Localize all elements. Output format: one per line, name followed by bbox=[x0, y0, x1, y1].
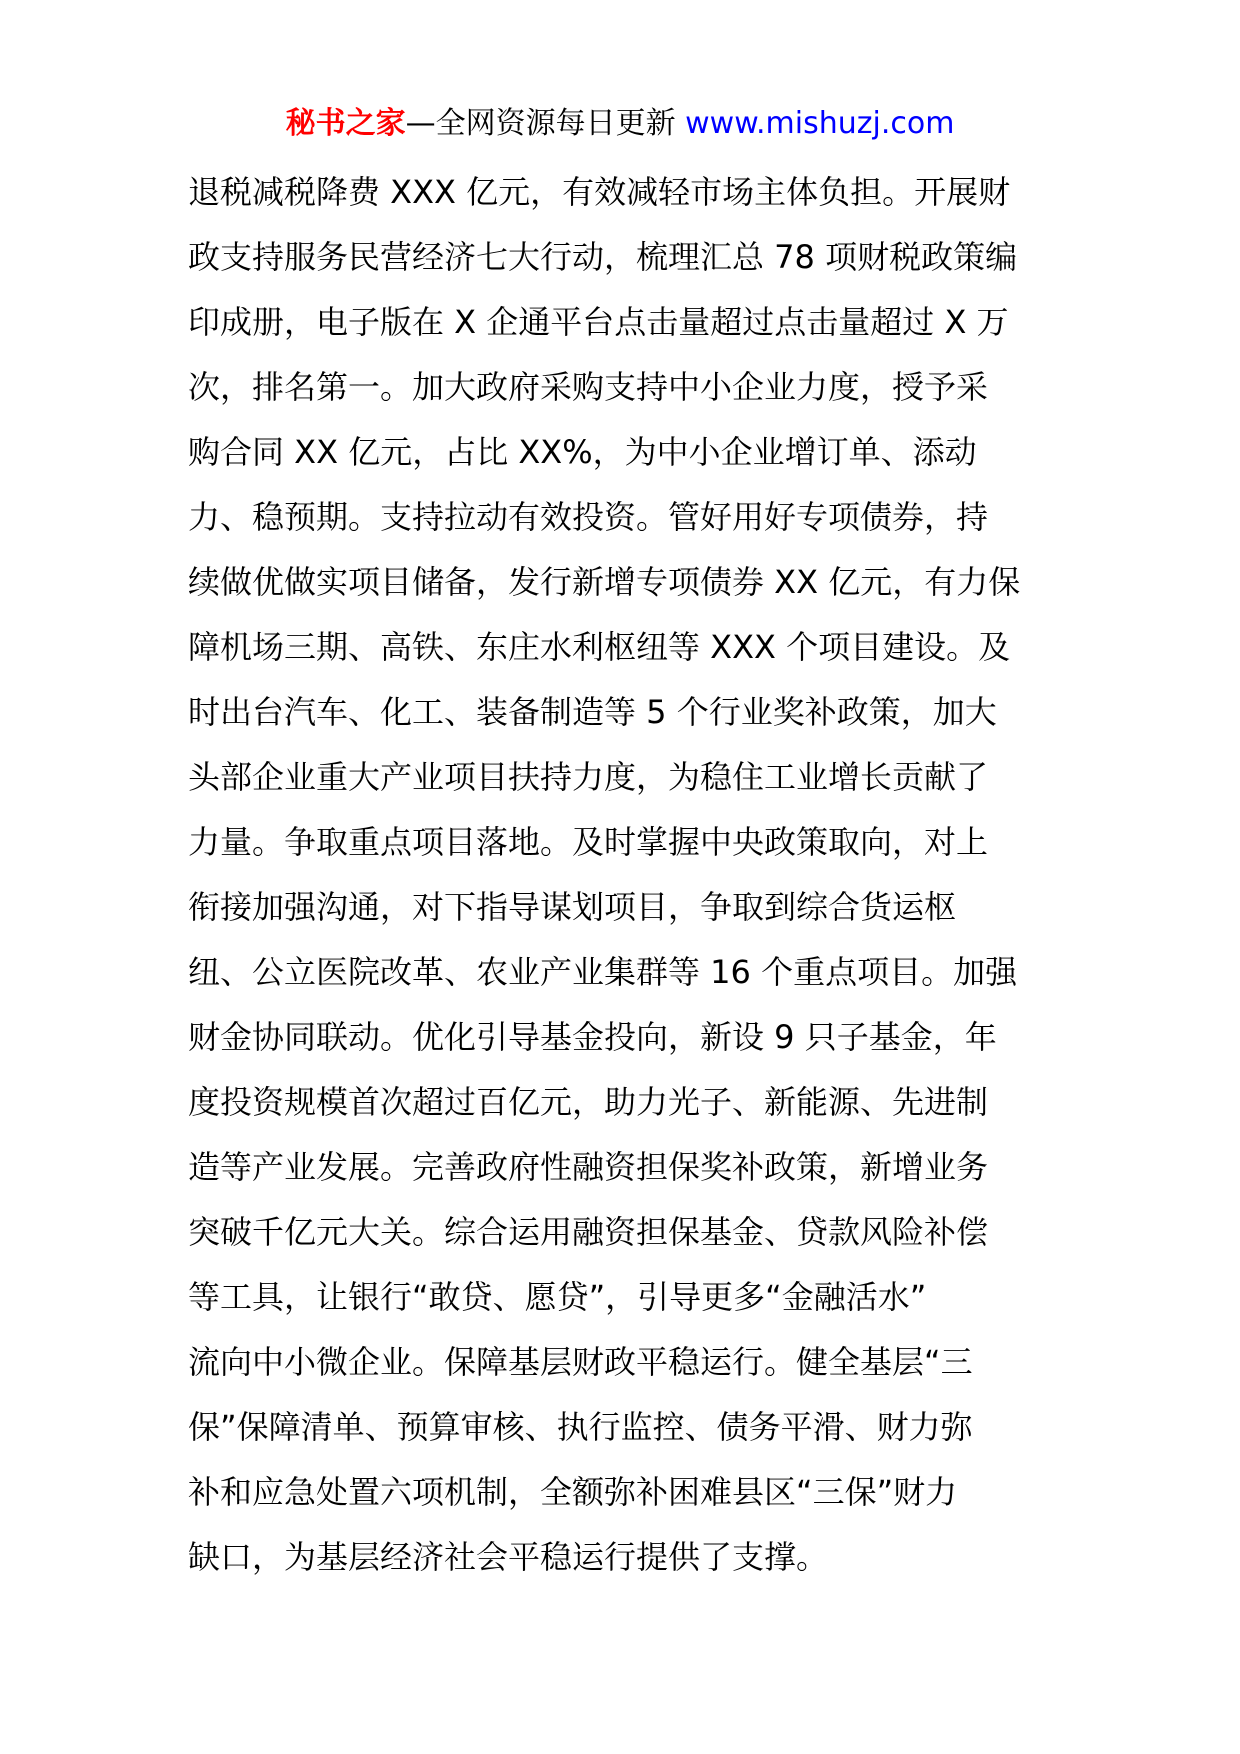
site-brand: 秘书之家 bbox=[285, 106, 406, 141]
body-line: 头部企业重大产业项目扶持力度，为稳住工业增长贡献了 bbox=[188, 758, 989, 796]
body-line: 财金协同联动。优化引导基金投向，新设 9 只子基金，年 bbox=[188, 1018, 997, 1056]
body-line: 续做优做实项目储备，发行新增专项债券 XX 亿元，有力保 bbox=[188, 563, 1021, 601]
body-line: 缺口，为基层经济社会平稳运行提供了支撑。 bbox=[188, 1538, 829, 1576]
body-line: 补和应急处置六项机制，全额弥补困难县区“三保”财力 bbox=[188, 1473, 958, 1511]
body-line: 保”保障清单、预算审核、执行监控、债务平滑、财力弥 bbox=[188, 1408, 973, 1446]
body-line: 政支持服务民营经济七大行动，梳理汇总 78 项财税政策编 bbox=[188, 238, 1018, 276]
body-line: 障机场三期、高铁、东庄水利枢纽等 XXX 个项目建设。及 bbox=[188, 628, 1011, 666]
body-line: 度投资规模首次超过百亿元，助力光子、新能源、先进制 bbox=[188, 1083, 989, 1121]
body-line: 纽、公立医院改革、农业产业集群等 16 个重点项目。加强 bbox=[188, 953, 1018, 991]
body-line: 突破千亿元大关。综合运用融资担保基金、贷款风险补偿 bbox=[188, 1213, 989, 1251]
page-header bbox=[0, 104, 1240, 144]
document-body bbox=[188, 160, 1068, 1590]
body-line: 流向中小微企业。保障基层财政平稳运行。健全基层“三 bbox=[188, 1343, 973, 1381]
body-line: 退税减税降费 XXX 亿元，有效减轻市场主体负担。开展财 bbox=[188, 173, 1011, 211]
body-line: 购合同 XX 亿元，占比 XX%，为中小企业增订单、添动 bbox=[188, 433, 977, 471]
body-line: 衔接加强沟通，对下指导谋划项目，争取到综合货运枢 bbox=[188, 888, 957, 926]
body-line: 力量。争取重点项目落地。及时掌握中央政策取向，对上 bbox=[188, 823, 989, 861]
site-url-link[interactable]: www.mishuzj.com bbox=[685, 106, 955, 141]
body-line: 印成册，电子版在 X 企通平台点击量超过点击量超过 X 万 bbox=[188, 303, 1009, 341]
body-line: 等工具，让银行“敢贷、愿贷”，引导更多“金融活水” bbox=[188, 1278, 927, 1316]
body-line: 次，排名第一。加大政府采购支持中小企业力度，授予采 bbox=[188, 368, 989, 406]
body-line: 造等产业发展。完善政府性融资担保奖补政策，新增业务 bbox=[188, 1148, 989, 1186]
body-line: 时出台汽车、化工、装备制造等 5 个行业奖补政策，加大 bbox=[188, 693, 997, 731]
site-tagline: —全网资源每日更新 bbox=[405, 106, 686, 141]
body-line: 力、稳预期。支持拉动有效投资。管好用好专项债券，持 bbox=[188, 498, 989, 536]
